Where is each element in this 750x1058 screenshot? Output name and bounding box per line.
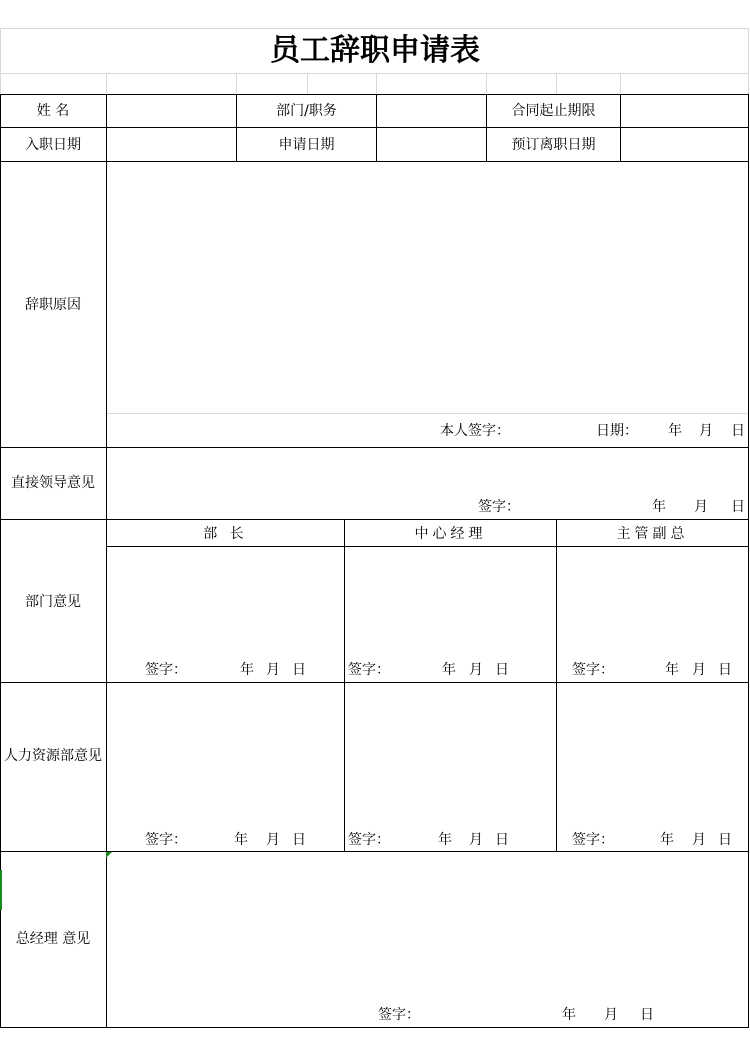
self-sign-label: 本人签字：: [440, 423, 510, 439]
center-manager-day: 日: [495, 662, 509, 678]
apply-date-label: 申请日期: [278, 137, 335, 153]
gm-year: 年: [562, 1007, 576, 1023]
grid-line: [748, 28, 749, 94]
dept-head-year: 年: [240, 662, 254, 678]
vp-header: 主管副总: [616, 526, 689, 542]
cell-indicator-icon: [106, 852, 112, 858]
border-line: [0, 94, 749, 95]
contract-period-label: 合同起止期限: [511, 103, 596, 119]
gm-day: 日: [640, 1007, 654, 1023]
col-line: [376, 94, 377, 161]
gm-month: 月: [604, 1007, 618, 1023]
hr-col1-day: 日: [292, 832, 306, 848]
leader-day: 日: [731, 499, 745, 515]
gm-opinion-label: 总经理 意见: [15, 931, 91, 947]
dept-opinion-label: 部门意见: [25, 594, 81, 610]
row-line: [0, 851, 749, 852]
reason-year: 年: [668, 423, 682, 439]
grid-line: [0, 28, 1, 94]
name-label: 姓 名: [36, 103, 70, 119]
grid-line: [556, 73, 557, 94]
leader-year: 年: [652, 499, 666, 515]
grid-line: [107, 413, 748, 414]
row-line: [0, 519, 749, 520]
grid-line: [376, 73, 377, 94]
grid-line: [0, 73, 749, 74]
hr-col1-sign-label: 签字：: [145, 832, 187, 848]
dept-head-day: 日: [292, 662, 306, 678]
leader-sign-label: 签字：: [478, 499, 520, 515]
vp-day: 日: [718, 662, 732, 678]
center-manager-year: 年: [442, 662, 456, 678]
grid-line: [620, 73, 621, 94]
col-line: [344, 519, 345, 851]
col-line: [556, 519, 557, 851]
hr-col2-month: 月: [469, 832, 483, 848]
hr-col3-year: 年: [660, 832, 674, 848]
reason-date-label: 日期：: [596, 423, 638, 439]
hr-col1-month: 月: [266, 832, 280, 848]
col-line: [620, 94, 621, 161]
grid-line: [106, 73, 107, 94]
form-title: 员工辞职申请表: [270, 33, 480, 68]
hr-col3-sign-label: 签字：: [572, 832, 614, 848]
grid-line: [0, 28, 749, 29]
hr-col2-year: 年: [438, 832, 452, 848]
center-manager-month: 月: [469, 662, 483, 678]
reason-label: 辞职原因: [25, 297, 81, 313]
hr-opinion-label: 人力资源部意见: [4, 748, 102, 764]
vp-month: 月: [692, 662, 706, 678]
leader-month: 月: [694, 499, 708, 515]
grid-line: [486, 73, 487, 94]
hr-col3-day: 日: [718, 832, 732, 848]
vp-sign-label: 签字：: [572, 662, 614, 678]
row-line: [0, 447, 749, 448]
row-line: [0, 127, 749, 128]
center-manager-sign-label: 签字：: [348, 662, 390, 678]
planned-leave-date-label: 预订离职日期: [511, 137, 596, 153]
row-line: [0, 682, 749, 683]
hr-col2-day: 日: [495, 832, 509, 848]
leader-opinion-label: 直接领导意见: [11, 475, 95, 491]
reason-day: 日: [731, 423, 745, 439]
grid-line: [307, 73, 308, 94]
row-line: [107, 546, 749, 547]
dept-head-month: 月: [266, 662, 280, 678]
border-line: [748, 94, 749, 1028]
selection-edge: [0, 870, 2, 910]
hr-col1-year: 年: [234, 832, 248, 848]
vp-year: 年: [665, 662, 679, 678]
dept-position-label: 部门/职务: [276, 103, 337, 119]
border-line: [0, 1027, 749, 1028]
dept-head-sign-label: 签字：: [145, 662, 187, 678]
join-date-label: 入职日期: [25, 137, 81, 153]
col-line: [106, 94, 107, 1028]
hr-col2-sign-label: 签字：: [348, 832, 390, 848]
dept-head-header: 部 长: [203, 526, 248, 542]
center-manager-header: 中心经理: [414, 526, 487, 542]
grid-line: [236, 73, 237, 94]
gm-sign-label: 签字：: [378, 1007, 420, 1023]
hr-col3-month: 月: [692, 832, 706, 848]
reason-month: 月: [699, 423, 713, 439]
row-line: [0, 161, 749, 162]
